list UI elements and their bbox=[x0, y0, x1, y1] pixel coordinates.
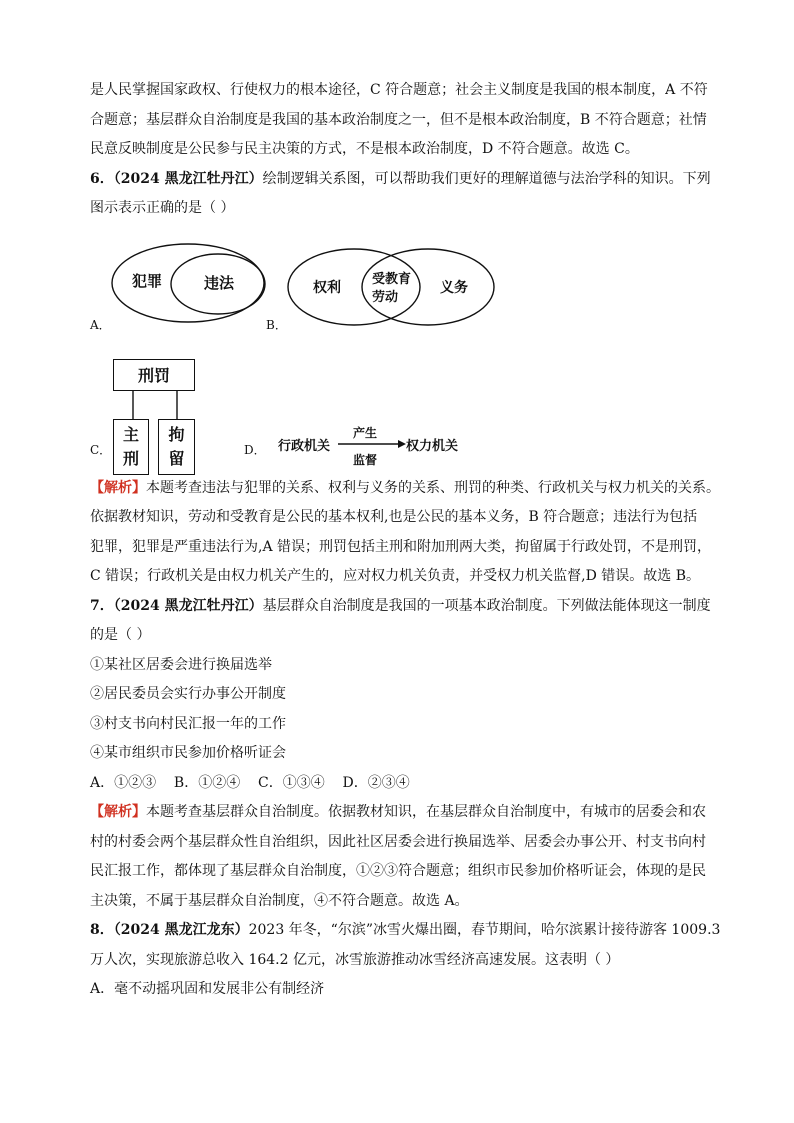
q6-option-a-label-pos: A． bbox=[90, 318, 111, 332]
q7-item-2: ②居民委员会实行办事公开制度 bbox=[90, 686, 286, 702]
q6-option-b-right: 义务 bbox=[440, 279, 468, 296]
q7-analysis-line-1 bbox=[90, 798, 710, 828]
q6-stem-line-1 bbox=[90, 165, 710, 195]
q6-analysis-line-3: 犯罪，犯罪是严重违法行为,A 错误；刑罚包括主刑和附加刑两大类，拘留属于行政处罚，不是刑罚， bbox=[90, 538, 712, 555]
q7-choices: A．①②③ B．①②④ C．①③④ D．②③④ bbox=[90, 774, 410, 791]
q6-analysis-text-1: 本题考查违法与犯罪的关系、权利与义务的关系、刑罚的种类、行政机关与权力机关的关系。 bbox=[146, 479, 720, 496]
q8-stem-line-2: 万人次，实现旅游总收入 164.2 亿元，冰雪旅游推动冰雪经济高速发展。这表明（ ） bbox=[90, 951, 620, 968]
q6-option-b-middle-1: 受教育 bbox=[372, 271, 412, 287]
q7-number: 7． bbox=[90, 597, 114, 614]
q6-analysis-line-2: 依据教材知识，劳动和受教育是公民的基本权利,也是公民的基本义务，B 符合题意；违法行为包括 bbox=[90, 509, 698, 525]
q6-option-c-child-1 bbox=[113, 419, 149, 475]
q6-number: 6． bbox=[90, 170, 114, 187]
q6-option-d-left: 行政机关 bbox=[278, 438, 331, 454]
q6-option-c-top-box bbox=[113, 359, 195, 391]
q6-option-d-above: 产生 bbox=[353, 425, 378, 440]
q7-stem-text: 基层群众自治制度是我国的一项基本政治制度。下列做法能体现这一制度 bbox=[262, 597, 711, 614]
q8-number: 8． bbox=[90, 922, 114, 938]
q7-analysis-line-4: 主决策，不属于基层群众自治制度，④不符合题意。故选 A。 bbox=[90, 892, 469, 909]
q6-option-c-child-1-line-2: 刑 bbox=[122, 448, 139, 468]
q6-analysis-line-4: C 错误；行政机关是由权力机关产生的，应对权力机关负责，并受权力机关监督,D 错误。故选 B。 bbox=[90, 568, 701, 584]
q6-option-d-label: D． bbox=[244, 443, 266, 457]
q6-option-c-label: C． bbox=[90, 443, 112, 457]
q6-option-c-child-2-line-2: 留 bbox=[168, 448, 185, 468]
q7-stem-line-1 bbox=[90, 592, 710, 622]
q6-option-b-middle-2: 劳动 bbox=[372, 289, 399, 305]
q6-option-c-top: 刑罚 bbox=[137, 366, 170, 385]
q6-option-c-child-2-line-1: 拘 bbox=[168, 424, 185, 444]
q8-stem-text: 2023 年冬，“尔滨”冰雪火爆出圈，春节期间，哈尔滨累计接待游客 1009.3 bbox=[248, 922, 721, 938]
q6-option-b-label: B． bbox=[266, 318, 287, 332]
q6-figures bbox=[90, 224, 710, 474]
q7-item-4: ④某市组织市民参加价格听证会 bbox=[90, 745, 286, 761]
q6-stem-text: 绘制逻辑关系图，可以帮助我们更好的理解道德与法治学科的知识。下列 bbox=[262, 170, 711, 187]
q7-source: （2024 黑龙江牡丹江） bbox=[113, 597, 263, 614]
q6-option-d-arrow bbox=[338, 438, 406, 450]
q7-analysis-line-2: 村的村委会两个基层群众性自治组织，因此社区居委会进行换届选举、居委会办事公开、村支书向村 bbox=[90, 833, 706, 850]
document-page bbox=[90, 76, 721, 1005]
q7-item-3: ③村支书向村民汇报一年的工作 bbox=[90, 715, 286, 732]
q8-source: （2024 黑龙江龙东） bbox=[113, 922, 249, 938]
q6-option-c-connectors bbox=[113, 391, 195, 419]
q6-option-d-right: 权力机关 bbox=[406, 438, 459, 454]
q6-option-a-outer: 犯罪 bbox=[132, 271, 163, 290]
prev-analysis-line-1: 是人民掌握国家政权、行使权力的根本途径，C 符合题意；社会主义制度是我国的根本制度，A 不符 bbox=[90, 82, 708, 98]
q6-option-c-child-2 bbox=[158, 419, 195, 475]
q7-analysis-line-3: 民汇报工作，都体现了基层群众自治制度，①②③符合题意；组织市民参加价格听证会，体现的是民 bbox=[90, 863, 706, 879]
prev-analysis-line-2: 合题意；基层群众自治制度是我国的基本政治制度之一，但不是根本政治制度，B 不符合题意；社情 bbox=[90, 111, 707, 128]
q6-option-a-inner: 违法 bbox=[204, 273, 235, 292]
q6-analysis-tag: 【解析】 bbox=[90, 479, 146, 496]
q6-option-d-below: 监督 bbox=[353, 452, 378, 467]
q6-option-c-child-1-line-1: 主 bbox=[122, 424, 139, 444]
q8-option-a: A．毫不动摇巩固和发展非公有制经济 bbox=[90, 981, 325, 997]
q6-source: （2024 黑龙江牡丹江） bbox=[113, 170, 263, 187]
q6-stem-line-2: 图示表示正确的是（ ） bbox=[90, 200, 235, 216]
q7-analysis-tag: 【解析】 bbox=[90, 804, 146, 820]
q6-analysis-line-1 bbox=[90, 474, 720, 504]
q7-item-1: ①某社区居委会进行换届选举 bbox=[90, 656, 272, 673]
prev-analysis-line-3: 民意反映制度是公民参与民主决策的方式，不是根本政治制度，D 不符合题意。故选 C。 bbox=[90, 141, 639, 157]
q7-stem-line-2: 的是（ ） bbox=[90, 627, 151, 643]
q6-option-b-left: 权利 bbox=[313, 279, 341, 296]
q8-stem-line-1 bbox=[90, 916, 721, 946]
q7-analysis-text-1: 本题考查基层群众自治制度。依据教材知识，在基层群众自治制度中，有城市的居委会和农 bbox=[146, 804, 706, 820]
